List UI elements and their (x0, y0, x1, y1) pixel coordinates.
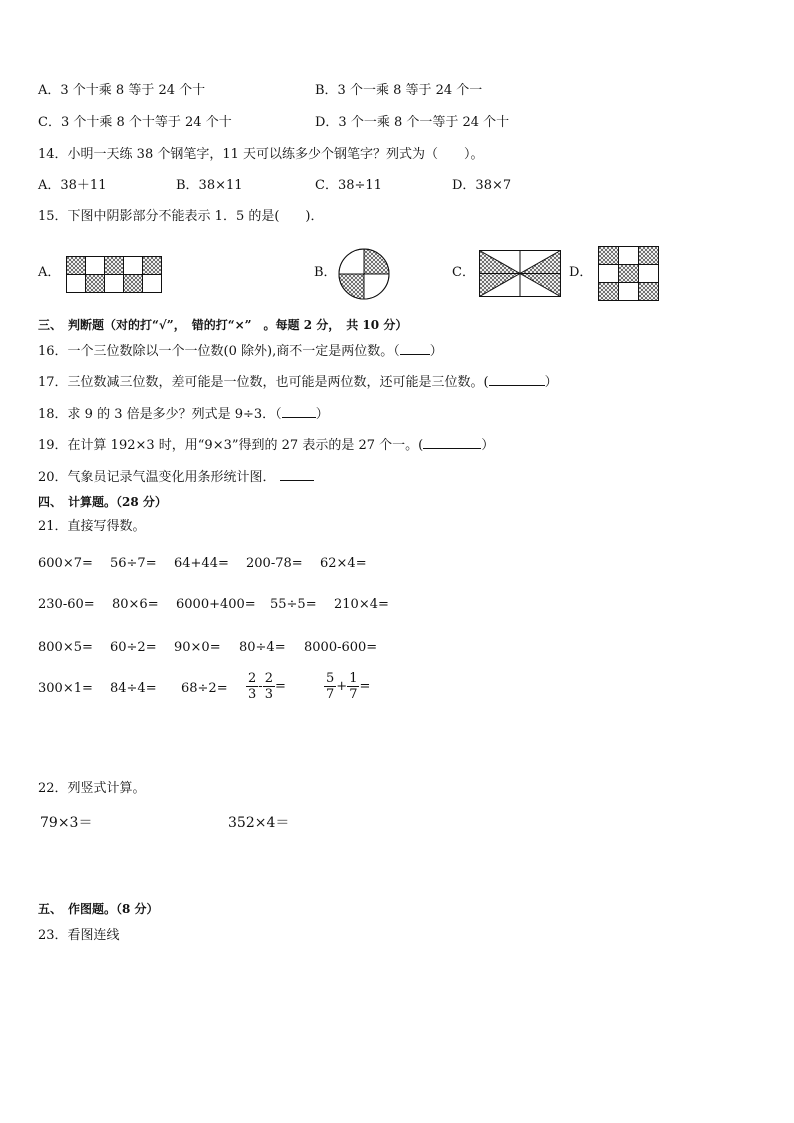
numerator: 1 (349, 671, 358, 686)
q21-r2-c3: 6000+400= (176, 597, 256, 612)
q21-fraction-expr-1 (246, 671, 286, 702)
q15-option-a-label: A． (38, 265, 61, 280)
q20-text: 20．气象员记录气温变化用条形统计图． (38, 470, 276, 485)
q21-r3-c1: 800×5= (38, 640, 93, 655)
operator: - (258, 679, 263, 694)
fraction (324, 671, 336, 702)
q21-r1-c5: 62×4= (320, 556, 367, 571)
q18-answer-blank[interactable] (282, 405, 316, 418)
q16-close: ） (429, 344, 443, 359)
q15-figure-a[interactable] (66, 256, 162, 293)
section-4-heading: 四、 计算题。（28 分） (38, 495, 167, 509)
q21-r3-c4: 80÷4= (239, 640, 286, 655)
q21-r4-c3: 68÷2= (181, 681, 228, 696)
q21-r2-c5: 210×4= (334, 597, 389, 612)
q19 (38, 436, 494, 455)
q21-r2-c2: 80×6= (112, 597, 159, 612)
q17-close: ） (544, 375, 558, 390)
numerator: 5 (326, 671, 335, 686)
q13-option-c: C．3 个十乘 8 个十等于 24 个十 (38, 115, 232, 130)
q20 (38, 468, 314, 487)
numerator: 2 (264, 671, 273, 686)
denominator: 7 (349, 687, 358, 702)
q16-text: 16．一个三位数除以一个一位数(0 除外),商不一定是两位数。（ (38, 344, 400, 359)
q17 (38, 373, 558, 392)
q17-answer-blank[interactable] (489, 373, 545, 386)
q18-text: 18．求 9 的 3 倍是多少？列式是 9÷3．（ (38, 407, 282, 422)
q21-r4-c2: 84÷4= (110, 681, 157, 696)
q22-item-1: 79×3＝ (40, 815, 93, 831)
q21-r2-c4: 55÷5= (270, 597, 317, 612)
q18 (38, 405, 329, 424)
q19-close: ） (481, 438, 495, 453)
numerator: 2 (248, 671, 257, 686)
q21-r1-c4: 200-78= (246, 556, 303, 571)
q14-option-a: A．38＋11 (38, 178, 107, 193)
denominator: 3 (248, 687, 257, 702)
q19-text: 19．在计算 192×3 时，用“9×3”得到的 27 表示的是 27 个一。( (38, 438, 424, 453)
q13-option-d: D．3 个一乘 8 个一等于 24 个十 (315, 115, 510, 130)
q15-option-b-label: B． (314, 265, 337, 280)
section-3-heading: 三、 判断题（对的打“√”， 错的打“×” 。每题 2 分， 共 10 分） (38, 318, 408, 332)
q14-option-c: C．38÷11 (315, 178, 382, 193)
q15-stem: 15．下图中阴影部分不能表示 1．5 的是( )． (38, 209, 324, 224)
q21-r3-c3: 90×0= (174, 640, 221, 655)
q13-option-b: B．3 个一乘 8 等于 24 个一 (315, 83, 483, 98)
q15-figure-b[interactable] (338, 248, 390, 300)
q21-r4-c1: 300×1= (38, 681, 93, 696)
q21-r1-c1: 600×7= (38, 556, 93, 571)
q23-stem: 23．看图连线 (38, 928, 120, 943)
operator: + (336, 679, 348, 694)
q15-option-d-label: D． (569, 265, 593, 280)
fraction (263, 671, 275, 702)
q17-text: 17．三位数减三位数，差可能是一位数，也可能是两位数，还可能是三位数。( (38, 375, 489, 390)
q13-option-a: A．3 个十乘 8 等于 24 个十 (38, 83, 206, 98)
q14-stem: 14．小明一天练 38 个钢笔字，11 天可以练多少个钢笔字？列式为（ ）。 (38, 147, 484, 162)
section-5-heading: 五、 作图题。（8 分） (38, 902, 159, 916)
q15-figure-c[interactable] (479, 250, 561, 297)
q22-stem: 22．列竖式计算。 (38, 781, 146, 796)
q21-stem: 21．直接写得数。 (38, 519, 146, 534)
q21-r3-c2: 60÷2= (110, 640, 157, 655)
q20-answer-blank[interactable] (280, 468, 314, 481)
q21-r1-c3: 64+44= (174, 556, 229, 571)
q16-answer-blank[interactable] (400, 342, 430, 355)
q15-figure-d[interactable] (598, 246, 659, 301)
denominator: 7 (326, 687, 335, 702)
q21-r2-c1: 230-60= (38, 597, 95, 612)
q18-close: ） (315, 407, 329, 422)
q19-answer-blank[interactable] (423, 436, 481, 449)
q22-item-2: 352×4＝ (228, 815, 290, 831)
fraction (246, 671, 258, 702)
fraction (347, 671, 359, 702)
q16 (38, 342, 443, 361)
q14-option-b: B．38×11 (176, 178, 243, 193)
q14-option-d: D．38×7 (452, 178, 512, 193)
q21-r3-c5: 8000-600= (304, 640, 378, 655)
equals: = (359, 679, 371, 694)
denominator: 3 (264, 687, 273, 702)
q21-r1-c2: 56÷7= (110, 556, 157, 571)
q21-fraction-expr-2 (324, 671, 370, 702)
equals: = (274, 679, 286, 694)
q15-option-c-label: C． (452, 265, 475, 280)
